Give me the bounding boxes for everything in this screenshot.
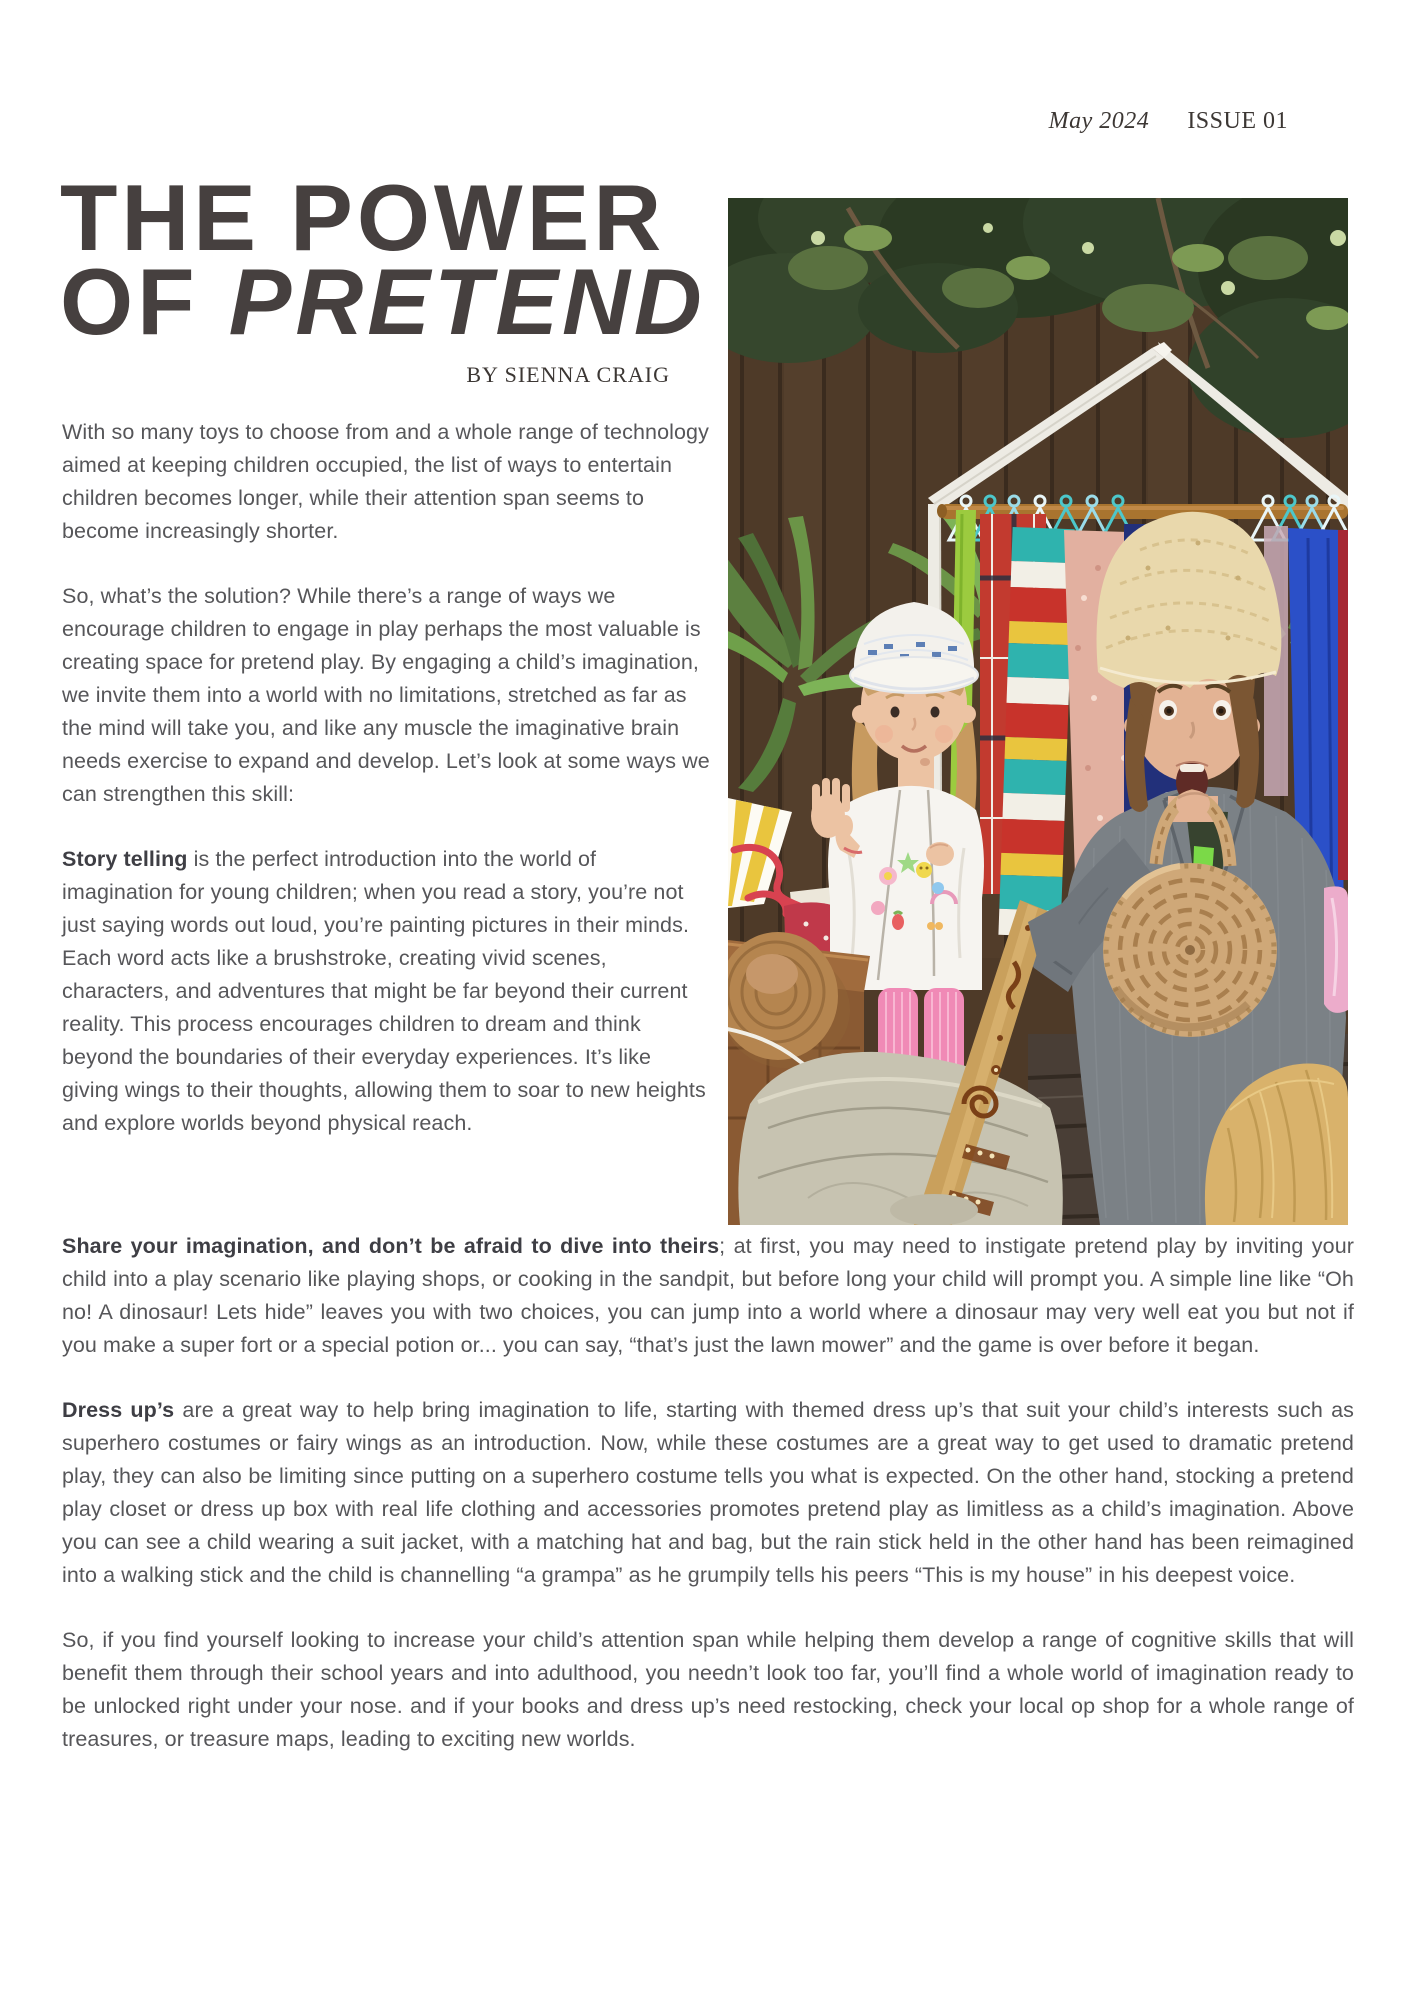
article-title	[60, 165, 720, 354]
dress-ups-lead: Dress up’s	[62, 1398, 175, 1422]
share-imagination-lead: Share your imagination, and don’t be afraid to dive into theirs	[62, 1234, 720, 1258]
title-line-2: OF PRETEND	[60, 249, 706, 354]
issue-number: ISSUE 01	[1187, 108, 1288, 134]
paragraph-share-imagination: Share your imagination, and don’t be afraid to dive into theirs; at first, you may need to instigate pretend play by inviting your child into a play scenario like playing shops, or cooking in the sandpit, but before long your child will prompt you. A simple line like “Oh no! A dinosaur! Lets hide” leaves you with two choices, you can jump into a world where a dinosaur may very well eat you but not if you make a super fort or a special potion or... you can say, “that’s just the lawn mower” and the game is over before it began.	[62, 1234, 1355, 1357]
dress-up-photo-illustration	[728, 198, 1348, 1225]
byline: BY SIENNA CRAIG	[466, 362, 670, 387]
title-emphasis: PRETEND	[228, 249, 706, 354]
issue-date: May 2024	[1048, 108, 1150, 134]
masthead	[1049, 108, 1288, 135]
paragraph-closing: So, if you find yourself looking to increase your child’s attention span while helping them develop a range of cognitive skills that will benefit them through their school years and into adulthood, you needn’t look too far, you’ll find a whole world of imagination ready to be unlocked right under your nose. and if your books and dress up’s need restocking, check your local op shop for a whole range of treasures, or treasure maps, leading to exciting new worlds.	[62, 1628, 1354, 1751]
title-line-1: THE POWER	[60, 165, 666, 270]
paragraph-story-telling: Story telling is the perfect introduction into the world of imagination for young children; when you read a story, you’re not just saying words out loud, you’re painting pictures in their minds. Each word acts like a brushstroke, creating vivid scenes, characters, and adventures that might be far beyond their current reality. This process encourages children to dream and think beyond the boundaries of their everyday experiences. It’s like giving wings to their thoughts, allowing them to soar to new heights and explore worlds beyond physical reach.	[62, 847, 706, 1135]
body-section	[62, 1230, 1354, 1756]
paragraph-intro-2: So, what’s the solution? While there’s a range of ways we encourage children to engage in play perhaps the most valuable is creating space for pretend play. By engaging a child’s imagination, we invite them into a world with no limitations, stretched as far as the mind will take you, and like any muscle the imaginative brain needs exercise to expand and develop. Let’s look at some ways we can strengthen this skill:	[62, 584, 710, 806]
title-block	[60, 165, 720, 388]
article-photo	[728, 198, 1348, 1225]
story-telling-lead: Story telling	[62, 847, 188, 871]
intro-column	[62, 416, 712, 1140]
paragraph-intro-1: With so many toys to choose from and a whole range of technology aimed at keeping children occupied, the list of ways to entertain children becomes longer, while their attention span seems to become increasingly shorter.	[62, 420, 709, 543]
paragraph-dress-ups: Dress up’s are a great way to help bring imagination to life, starting with themed dress up’s that suit your child’s interests such as superhero costumes or fairy wings as an introduction. Now, while these costumes are a great way to get used to dramatic pretend play, they can also be limiting since putting on a superhero costume tells you what is expected. On the other hand, stocking a pretend play closet or dress up box with real life clothing and accessories promotes pretend play as limitless as a child’s imagination. Above you can see a child wearing a suit jacket, with a matching hat and bag, but the rain stick held in the other hand has been reimagined into a walking stick and the child is channelling “a grampa” as he grumpily tells his peers “This is my house” in his deepest voice.	[62, 1398, 1354, 1587]
